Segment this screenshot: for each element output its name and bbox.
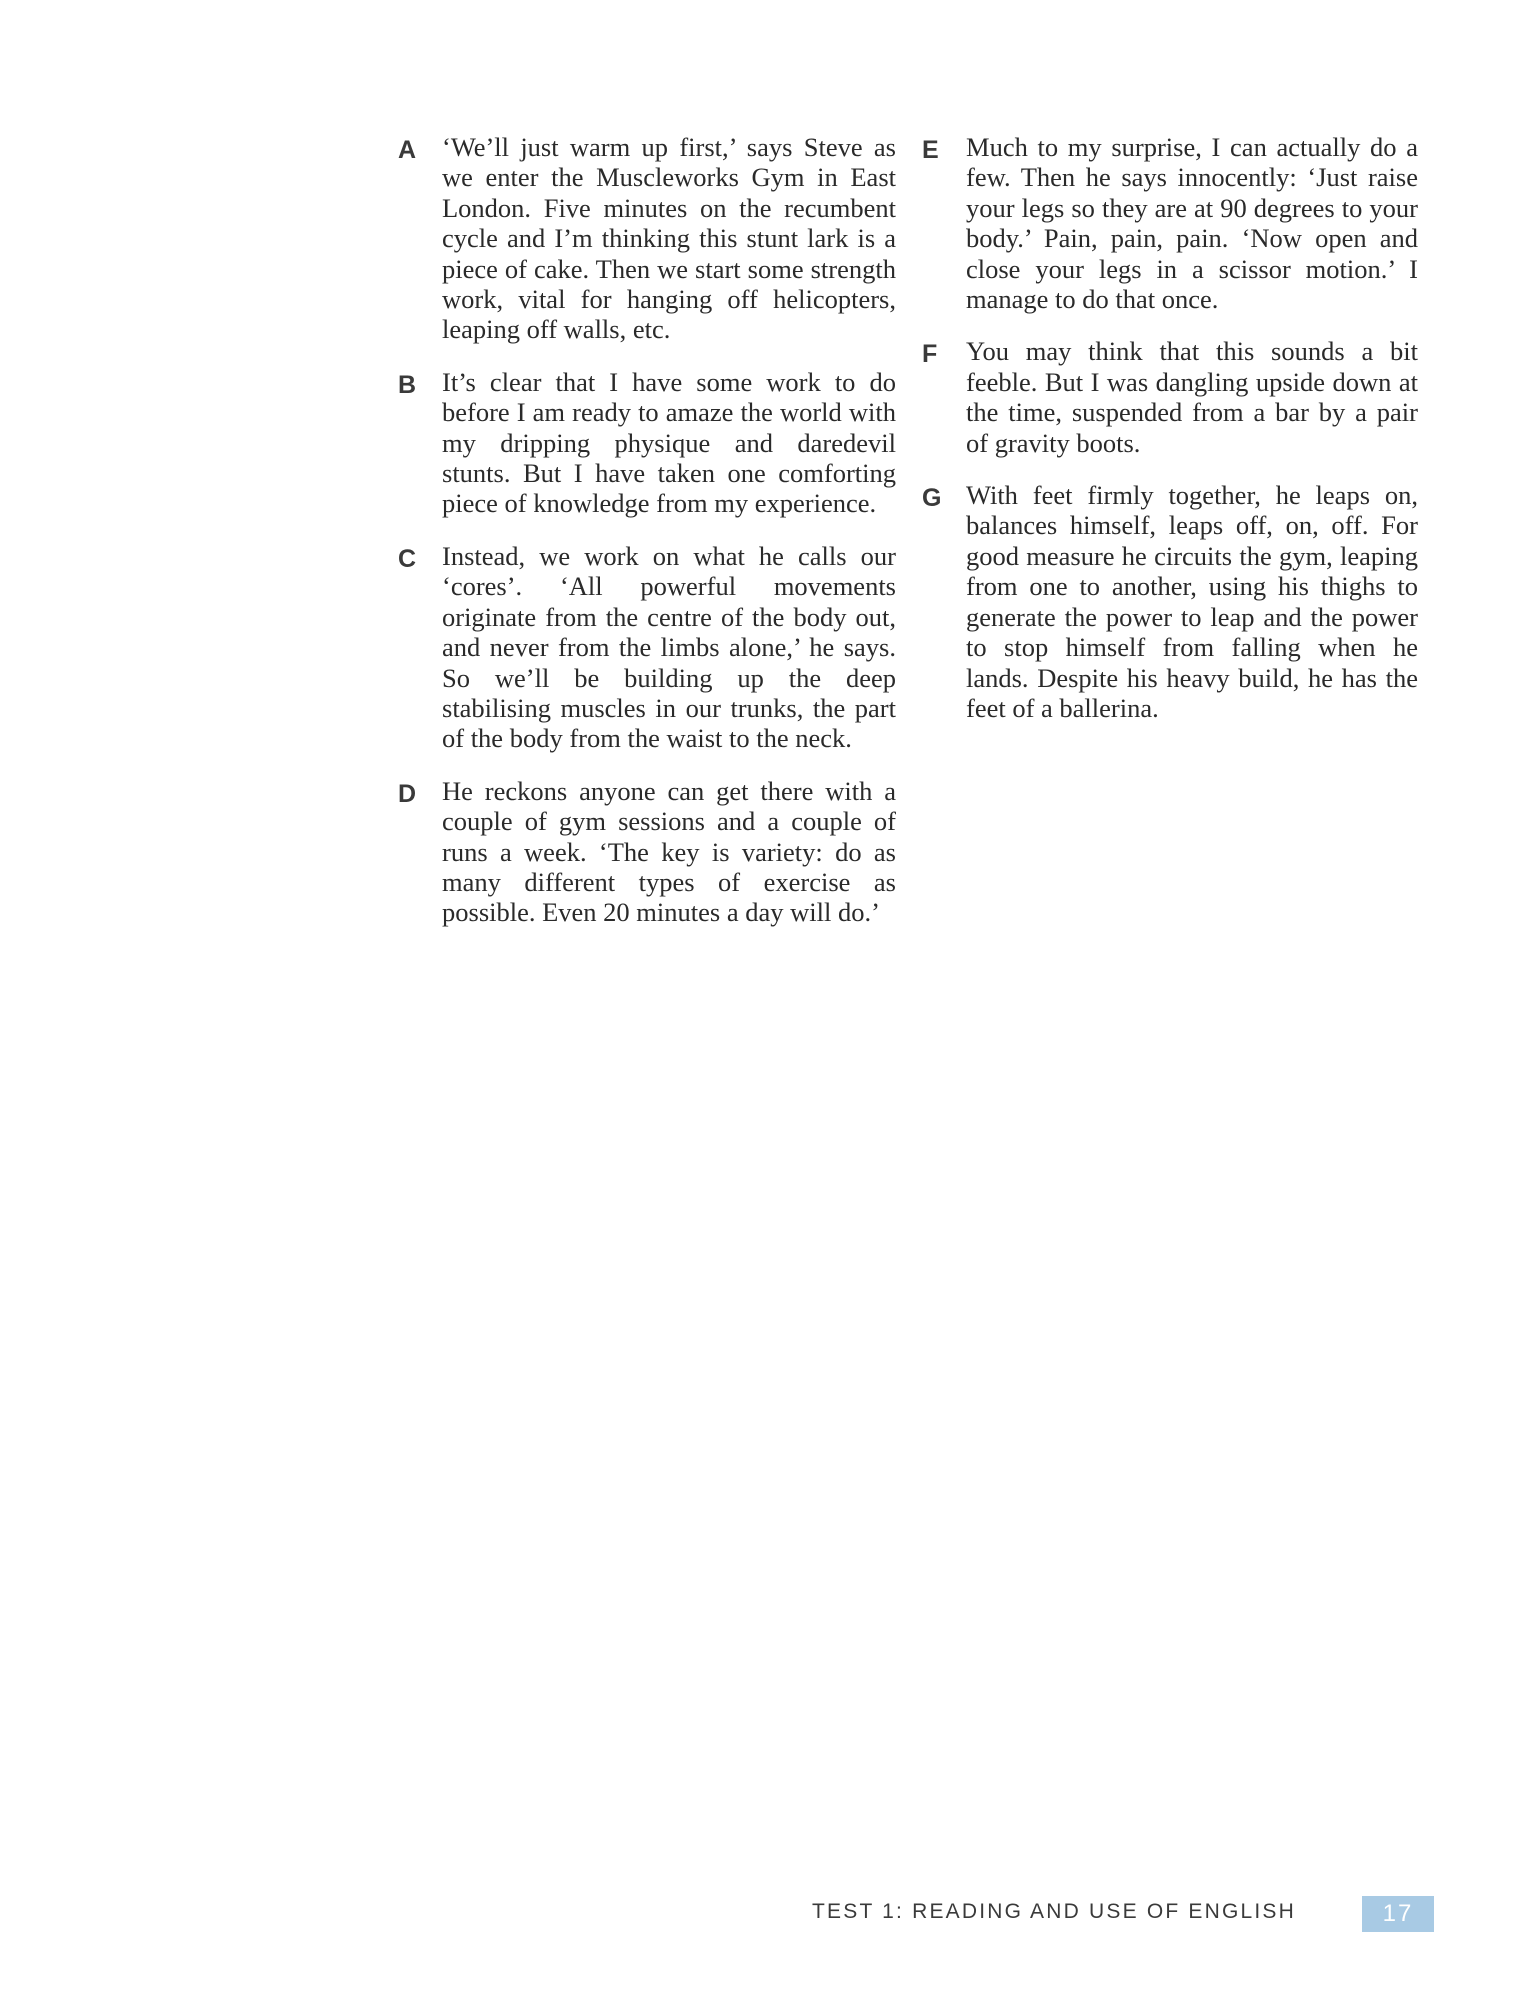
right-column bbox=[922, 132, 1418, 745]
paragraph-f bbox=[922, 336, 1418, 458]
paragraph-text: Much to my surprise, I can actually do a few. Then he says innocently: ‘Just raise your legs so they are at 90 degrees to your body.’ Pain, pain, pain. ‘Now open and close your legs in a scissor motion.’ I manage to do that once. bbox=[966, 132, 1418, 315]
paragraph-g bbox=[922, 480, 1418, 723]
paragraph-b bbox=[398, 367, 896, 519]
paragraph-text: ‘We’ll just warm up first,’ says Steve as we enter the Muscleworks Gym in East London. Five minutes on the recumbent cycle and I’m thinking this stunt lark is a piece of cake. Then we start some strength work, vital for hanging off helicopters, leaping off walls, etc. bbox=[442, 132, 896, 345]
page-number-badge: 17 bbox=[1362, 1896, 1434, 1932]
paragraph-letter: D bbox=[398, 779, 417, 808]
paragraph-d bbox=[398, 776, 896, 928]
paragraph-text: You may think that this sounds a bit feeble. But I was dangling upside down at the time, suspended from a bar by a pair of gravity boots. bbox=[966, 336, 1418, 458]
paragraph-letter: C bbox=[398, 544, 417, 573]
footer-section-label: TEST 1: READING AND USE OF ENGLISH bbox=[812, 1900, 1297, 1923]
left-column bbox=[398, 132, 896, 950]
paragraph-e bbox=[922, 132, 1418, 314]
paragraph-letter: F bbox=[922, 340, 938, 369]
paragraph-text: He reckons anyone can get there with a couple of gym sessions and a couple of runs a week. ‘The key is variety: do as many different types of exercise as possible. Even 20 minutes a day will do.’ bbox=[442, 775, 896, 928]
paragraph-text: With feet firmly together, he leaps on, balances himself, leaps off, on, off. For good measure he circuits the gym, leaping from one to another, using his thighs to generate the power to leap and the power to stop himself from falling when he lands. Despite his heavy build, he has the feet of a ballerina. bbox=[966, 480, 1418, 723]
paragraph-letter: B bbox=[398, 370, 417, 399]
paragraph-a bbox=[398, 132, 896, 345]
paragraph-text: It’s clear that I have some work to do before I am ready to amaze the world with my dripping physique and daredevil stunts. But I have taken one comforting piece of knowledge from my experience. bbox=[442, 366, 896, 519]
paragraph-text: Instead, we work on what he calls our ‘cores’. ‘All powerful movements originate from the centre of the body out, and never from the limbs alone,’ he says. So we’ll be building up the deep stabilising muscles in our trunks, the part of the body from the waist to the neck. bbox=[442, 540, 896, 754]
paragraph-letter: E bbox=[922, 136, 939, 164]
paragraph-letter: G bbox=[922, 484, 942, 513]
paragraph-c bbox=[398, 541, 896, 754]
paragraph-letter: A bbox=[398, 136, 417, 164]
